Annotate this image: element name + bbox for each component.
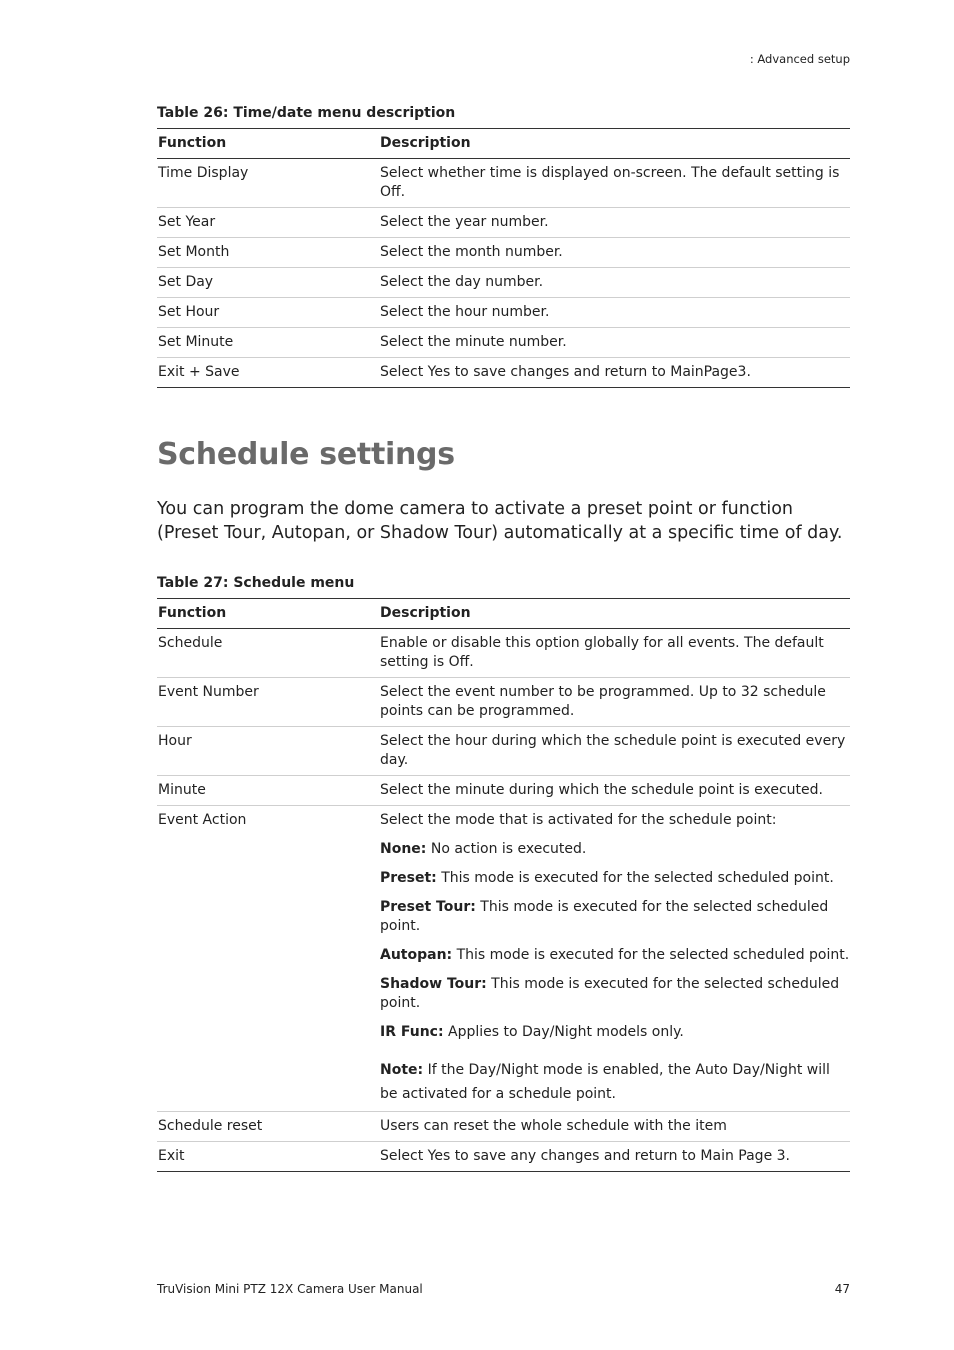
table-row bbox=[157, 358, 850, 388]
section-title: Schedule settings bbox=[157, 437, 455, 472]
table-26-caption: Table 26: Time/date menu description bbox=[157, 105, 456, 121]
option-ir-func bbox=[380, 1023, 850, 1042]
running-header: : Advanced setup bbox=[749, 52, 850, 66]
description-cell: Select Yes to save changes and return to MainPage3. bbox=[379, 358, 850, 388]
description-cell: Select the hour number. bbox=[379, 298, 850, 328]
column-header-function: Function bbox=[157, 129, 379, 159]
option-label: None: bbox=[380, 841, 427, 857]
description-cell: Users can reset the whole schedule with the item bbox=[379, 1112, 850, 1142]
table-row bbox=[157, 629, 850, 678]
function-cell: Exit bbox=[157, 1142, 379, 1172]
table-header-row bbox=[157, 599, 850, 629]
function-cell: Set Year bbox=[157, 208, 379, 238]
function-cell: Set Day bbox=[157, 268, 379, 298]
option-label: Autopan: bbox=[380, 947, 453, 963]
description-cell bbox=[379, 806, 850, 1112]
option-text: This mode is executed for the selected scheduled point. bbox=[452, 947, 850, 963]
table-row bbox=[157, 298, 850, 328]
option-label: IR Func: bbox=[380, 1024, 444, 1040]
description-cell: Select whether time is displayed on-screen. The default setting is Off. bbox=[379, 159, 850, 208]
table-row bbox=[157, 328, 850, 358]
table-row bbox=[157, 208, 850, 238]
section-intro: You can program the dome camera to activate a preset point or function (Preset Tour, Autopan, or Shadow Tour) automatically at a specific time of day. bbox=[157, 499, 843, 543]
function-cell: Event Action bbox=[157, 806, 379, 1112]
option-none bbox=[380, 840, 850, 859]
function-cell: Hour bbox=[157, 727, 379, 776]
function-cell: Exit + Save bbox=[157, 358, 379, 388]
function-cell: Event Number bbox=[157, 678, 379, 727]
description-cell: Select the minute during which the schedule point is executed. bbox=[379, 776, 850, 806]
option-text: This mode is executed for the selected scheduled point. bbox=[380, 976, 840, 1011]
function-cell: Schedule bbox=[157, 629, 379, 678]
function-cell: Set Month bbox=[157, 238, 379, 268]
note-text: If the Day/Night mode is enabled, the Auto Day/Night will be activated for a schedule point. bbox=[380, 1062, 830, 1102]
option-label: Shadow Tour: bbox=[380, 976, 487, 992]
table-row bbox=[157, 238, 850, 268]
table-row bbox=[157, 1142, 850, 1172]
function-cell: Schedule reset bbox=[157, 1112, 379, 1142]
schedule-menu-table bbox=[157, 598, 850, 1172]
description-cell: Select the event number to be programmed. Up to 32 schedule points can be programmed. bbox=[379, 678, 850, 727]
table-row bbox=[157, 678, 850, 727]
option-text: This mode is executed for the selected scheduled point. bbox=[380, 899, 829, 934]
table-row bbox=[157, 268, 850, 298]
option-label: Preset Tour: bbox=[380, 899, 476, 915]
description-cell: Select Yes to save any changes and return to Main Page 3. bbox=[379, 1142, 850, 1172]
description-cell: Select the hour during which the schedule point is executed every day. bbox=[379, 727, 850, 776]
description-cell: Select the minute number. bbox=[379, 328, 850, 358]
option-preset-tour bbox=[380, 898, 850, 936]
option-text: No action is executed. bbox=[426, 841, 587, 857]
column-header-description: Description bbox=[379, 129, 850, 159]
table-27-caption: Table 27: Schedule menu bbox=[157, 575, 355, 591]
event-action-intro: Select the mode that is activated for the schedule point: bbox=[380, 812, 777, 828]
function-cell: Set Minute bbox=[157, 328, 379, 358]
note-label: Note: bbox=[380, 1062, 424, 1078]
page-number: 47 bbox=[834, 1282, 850, 1296]
time-date-menu-table bbox=[157, 128, 850, 388]
table-row bbox=[157, 776, 850, 806]
table-row bbox=[157, 727, 850, 776]
column-header-description: Description bbox=[379, 599, 850, 629]
table-row bbox=[157, 806, 850, 1112]
option-text: This mode is executed for the selected scheduled point. bbox=[436, 870, 834, 886]
description-cell: Select the day number. bbox=[379, 268, 850, 298]
option-preset bbox=[380, 869, 850, 888]
manual-title: TruVision Mini PTZ 12X Camera User Manual bbox=[157, 1282, 423, 1296]
function-cell: Minute bbox=[157, 776, 379, 806]
option-text: Applies to Day/Night models only. bbox=[443, 1024, 684, 1040]
option-shadow-tour bbox=[380, 975, 850, 1013]
function-cell: Set Hour bbox=[157, 298, 379, 328]
option-label: Preset: bbox=[380, 870, 437, 886]
table-header-row bbox=[157, 129, 850, 159]
description-cell: Select the year number. bbox=[379, 208, 850, 238]
description-cell: Enable or disable this option globally for all events. The default setting is Off. bbox=[379, 629, 850, 678]
option-autopan bbox=[380, 946, 850, 965]
column-header-function: Function bbox=[157, 599, 379, 629]
table-row bbox=[157, 159, 850, 208]
description-cell: Select the month number. bbox=[379, 238, 850, 268]
function-cell: Time Display bbox=[157, 159, 379, 208]
table-row bbox=[157, 1112, 850, 1142]
page-footer bbox=[157, 1282, 850, 1296]
note bbox=[380, 1058, 850, 1106]
